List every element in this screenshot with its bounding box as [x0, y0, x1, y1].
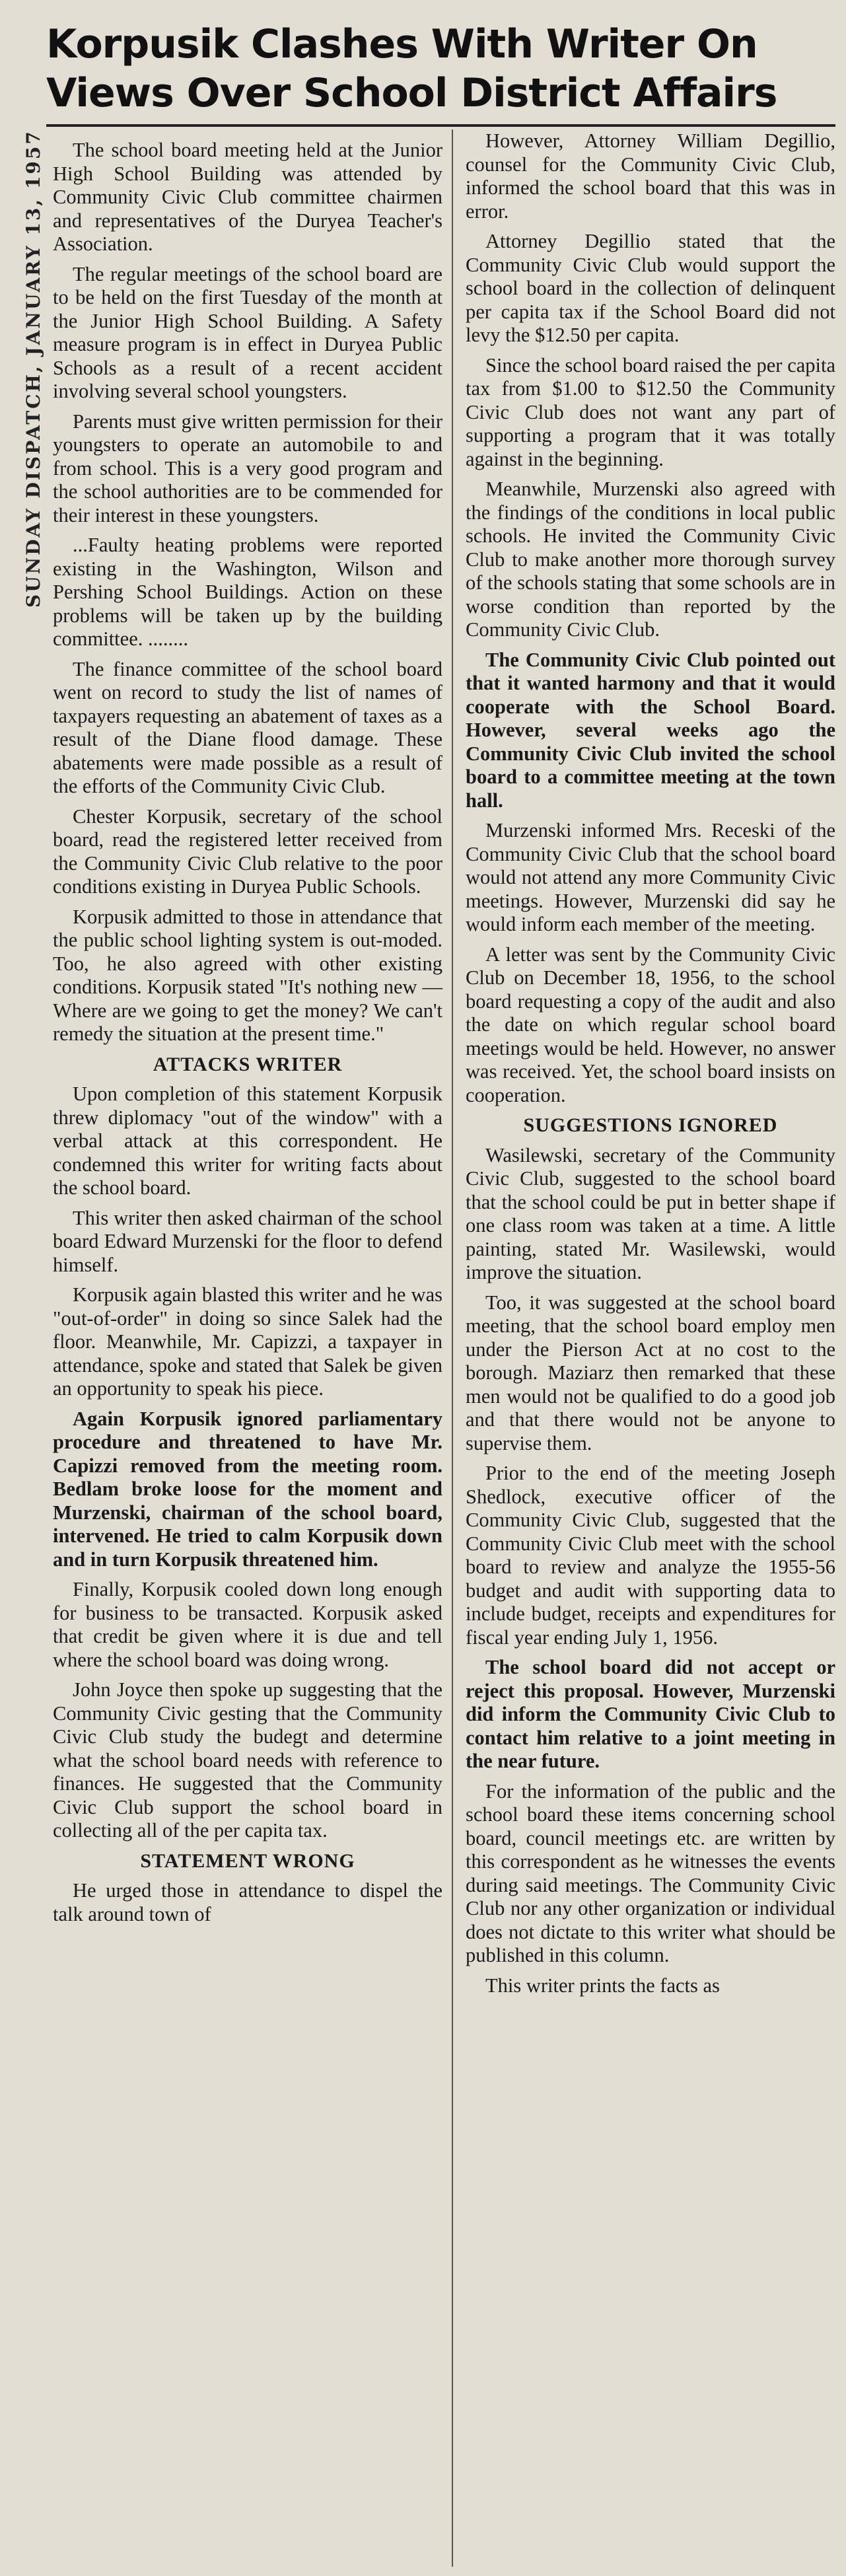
paragraph: A letter was sent by the Community Civic Club on December 18, 1956, to the school board requesting a copy of the audit and also the date on which regular school board meetings would be held. However, no answer was received. Yet, the school board insists on cooperation. [466, 943, 835, 1106]
dateline [3, 26, 42, 608]
paragraph: He urged those in attendance to dispel the talk around town of [53, 1879, 442, 1925]
paragraph: Korpusik admitted to those in attendance that the public school lighting system is out-moded. Too, he also agreed with other existing conditions. Korpusik stated "It's nothing new — Where are we going to get the money? We can't remedy the situation at the present time." [53, 905, 442, 1045]
paragraph: Upon completion of this statement Korpusik threw diplomacy "out of the window" with a verbal attack at this correspondent. He condemned this writer for writing facts about the school board. [53, 1083, 442, 1199]
paragraph: Murzenski informed Mrs. Receski of the Community Civic Club that the school board would not attend any more Community Civic meetings. However, Murzenski did say he would inform each member of the meeting. [466, 819, 835, 935]
paragraph: The finance committee of the school board went on record to study the list of names of taxpayers requesting an abatement of taxes as a result of the Diane flood damage. These abatements were made possible as a result of the efforts of the Community Civic Club. [53, 657, 442, 797]
paragraph: Korpusik again blasted this writer and he was "out-of-order" in doing so since Salek had the floor. Meanwhile, Mr. Capizzi, a taxpayer in attendance, spoke and stated that Salek be given an opportunity to speak his piece. [53, 1283, 442, 1400]
paragraph: John Joyce then spoke up suggesting that the Community Civic gesting that the Community Civic Club study the budegt and determine what the school board needs with reference to finances. He suggested that the Community Civic Club support the school board in collecting all of the per capita tax. [53, 1678, 442, 1842]
paragraph: Attorney Degillio stated that the Community Civic Club would support the school board in the collection of delinquent per capita tax if the School Board did not levy the $12.50 per capita. [466, 230, 835, 346]
left-column [53, 139, 442, 1933]
paragraph: Since the school board raised the per capita tax from $1.00 to $12.50 the Community Civic Club does not want any part of supporting a program that it was totally against in the beginning. [466, 353, 835, 470]
bold-paragraph: The Community Civic Club pointed out that it wanted harmony and that it would cooperate with the School Board. However, several weeks ago the Community Civic Club invited the school board to a committee meeting at the town hall. [466, 648, 835, 812]
paragraph: This writer prints the facts as [485, 1974, 720, 1997]
paragraph: However, Attorney William Degillio, counsel for the Community Civic Club, informed the school board that this was in error. [466, 129, 835, 223]
headline-line-2: Views Over School District Affairs [46, 70, 777, 116]
right-column [466, 129, 835, 2004]
column-rule [452, 129, 453, 2567]
paragraph: The school board meeting held at the Junior High School Building was attended by Community Civic Club committee chairmen and representatives of the Duryea Teacher's Association. [53, 139, 442, 255]
subhead-suggestions-ignored: SUGGESTIONS IGNORED [523, 1114, 778, 1136]
bold-paragraph: The school board did not accept or reject this proposal. However, Murzenski did inform the Community Civic Club to contact him relative to a joint meeting in the near future. [466, 1656, 835, 1772]
bold-paragraph: Again Korpusik ignored parliamentary procedure and threatened to have Mr. Capizzi removed from the meeting room. Bedlam broke loose for the moment and Murzenski, chairman of the school board, intervened. He tried to calm Korpusik down and in turn Korpusik threatened him. [53, 1407, 442, 1571]
paragraph: Wasilewski, secretary of the Community Civic Club, suggested to the school board that the school could be put in better shape if one class room was taken at a time. A little painting, stated Mr. Wasilewski, would improve the situation. [466, 1143, 835, 1283]
paragraph: For the information of the public and the school board these items concerning school board, council meetings etc. are written by this correspondent as he witnesses the events during said meetings. The Community Civic Club nor any other organization or individual does not dictate to this writer what should be published in this column. [466, 1779, 835, 1966]
subhead-attacks-writer: ATTACKS WRITER [153, 1053, 343, 1075]
headline [46, 20, 835, 118]
paragraph: Chester Korpusik, secretary of the school board, read the registered letter received from the Community Civic Club relative to the poor conditions existing in Duryea Public Schools. [53, 805, 442, 898]
paragraph: Meanwhile, Murzenski also agreed with the findings of the conditions in local public schools. He invited the Community Civic Club to make another more thorough survey of the schools stating that some schools are in worse condition than reported by the Community Civic Club. [466, 478, 835, 641]
dateline-text: SUNDAY DISPATCH, JANUARY 13, 1957 [22, 129, 44, 608]
paragraph: Finally, Korpusik cooled down long enough for business to be transacted. Korpusik asked that credit be given where it is due and tell where the school board was doing wrong. [53, 1578, 442, 1671]
subhead-statement-wrong: STATEMENT WRONG [140, 1849, 355, 1872]
paragraph: This writer then asked chairman of the school board Edward Murzenski for the floor to defend himself. [53, 1206, 442, 1276]
paragraph: Too, it was suggested at the school board meeting, that the school board employ men under the Pierson Act at no cost to the borough. Maziarz then remarked that these men would not be qualified to do a good job and that there would not be anyone to supervise them. [466, 1291, 835, 1454]
headline-rule [46, 124, 835, 127]
paragraph: The regular meetings of the school board are to be held on the first Tuesday of the month at the Junior High School Building. A Safety measure program is in effect in Duryea Public Schools as a result of a recent accident involving several school youngsters. [53, 262, 442, 402]
paragraph: Prior to the end of the meeting Joseph Shedlock, executive officer of the Community Civic Club, suggested that the Community Civic Club meet with the school board to review and analyze the 1955-56 budget and audit with supporting data to include budget, receipts and expenditures for fiscal year ending July 1, 1956. [466, 1462, 835, 1649]
headline-line-1: Korpusik Clashes With Writer On [46, 21, 758, 67]
paragraph: Parents must give written permission for their youngsters to operate an automobile to and from school. This is a very good program and the school authorities are to be commended for their interest in these youngsters. [53, 410, 442, 526]
paragraph: ...Faulty heating problems were reported existing in the Washington, Wilson and Pershing School Buildings. Action on these problems will be taken up by the building committee. ........ [53, 534, 442, 650]
